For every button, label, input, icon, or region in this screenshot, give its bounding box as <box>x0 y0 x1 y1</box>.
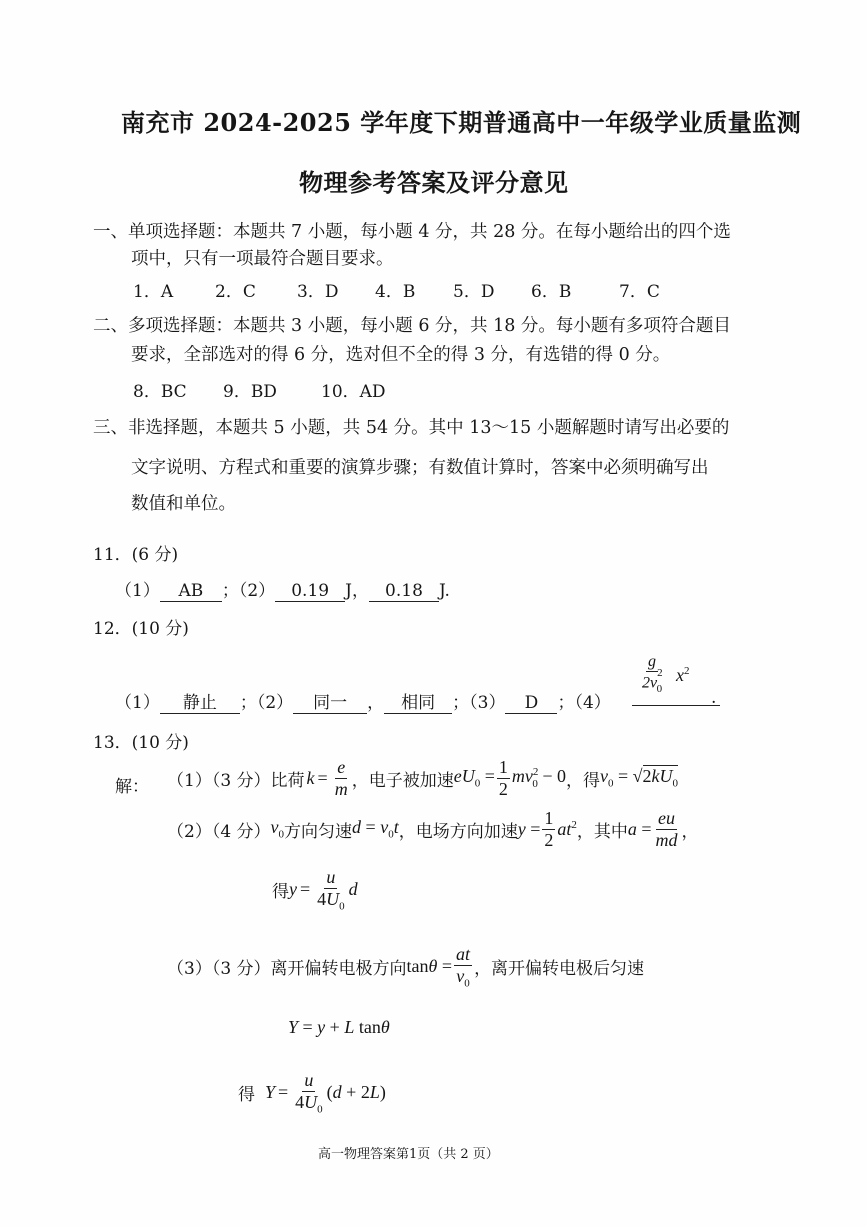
q12-answer-3: 相同 <box>384 695 452 714</box>
q12-answer-5: $\frac{g}{2v^2_0}$ $x^2$ <box>632 653 720 706</box>
q11-answer-2: 0.19 <box>275 583 345 602</box>
section-2-line-2: 要求，全部选对的得 6 分，选对但不全的得 3 分，有选错的得 0 分。 <box>131 345 671 365</box>
q13-part-3: （3）（3 分）离开偏转电极方向 tanθ = $\frac{at}{v_0}$ ，离开偏转电极后匀速 <box>167 944 645 990</box>
q13-heading: 13．(10 分) <box>93 733 189 753</box>
q13-part-2: （2）（4 分） $v_0$ 方向匀速 $d = v_0t$ ，电场方向加速 y = $\frac{1}{2}$ $at^2$ ，其中 a = $\frac{eu}{md}$ ， <box>167 808 699 850</box>
section-1-answers <box>133 277 660 302</box>
answer-3: 3．D <box>297 282 339 302</box>
section-1-line-2: 项中，只有一项最符合题目要求。 <box>131 249 394 269</box>
q11-answer-3: 0.18 <box>369 583 439 602</box>
section-3-line-1: 三、非选择题，本题共 5 小题，共 54 分。其中 13～15 小题解题时请写出必要的 <box>93 418 730 438</box>
q12-heading: 12．(10 分) <box>93 619 189 639</box>
section-2-line-1: 二、多项选择题：本题共 3 小题，每小题 6 分，共 18 分。每小题有多项符合题目 <box>93 316 731 336</box>
answer-5: 5．D <box>453 282 495 302</box>
q12-answer-2: 同一 <box>293 695 367 714</box>
section-3-line-2: 文字说明、方程式和重要的演算步骤；有数值计算时，答案中必须明确写出 <box>131 458 709 478</box>
q13-part-3-result: 得 Y = $\frac{u}{4U_0}$ (d + 2L) <box>238 1070 386 1116</box>
q13-part-2-result: 得 y = $\frac{u}{4U_0}$ d <box>272 867 358 913</box>
section-2-answers <box>133 377 386 402</box>
page-subtitle: 物理参考答案及评分意见 <box>299 168 569 197</box>
q12-answers: （1） 静止 ；（2） 同一 ， 相同 ；（3） D ；（4） <box>115 693 611 713</box>
q12-answer-4: D <box>505 695 557 714</box>
answer-9: 9．BD <box>223 382 277 402</box>
q13-part-1: （1）（3 分）比荷 k = $\frac{e}{m}$ ，电子被加速 $eU_0$ = $\frac{1}{2}$ $mv^2_0 - 0$ ，得 $v_0 = √2kU_0$ <box>167 757 679 799</box>
answer-8: 8．BC <box>133 382 187 402</box>
q11-answers: （1） AB ；（2） 0.19 J， 0.18 J. <box>115 581 450 601</box>
q12-answer-1: 静止 <box>160 695 240 714</box>
answer-1: 1．A <box>133 282 174 302</box>
answer-10: 10．AD <box>321 382 386 402</box>
section-1-line-1: 一、单项选择题：本题共 7 小题，每小题 4 分，共 28 分。在每小题给出的四个选 <box>93 222 731 242</box>
answer-4: 4．B <box>375 282 416 302</box>
q13-part-3-equation: Y = y + L tanθ <box>288 1017 390 1037</box>
q11-heading: 11．(6 分) <box>93 545 179 565</box>
q13-jie: 解： <box>115 777 149 797</box>
q11-answer-1: AB <box>160 583 222 602</box>
page-title: 南充市 2024-2025 学年度下期普通高中一年级学业质量监测 <box>121 108 802 137</box>
section-3-line-3: 数值和单位。 <box>131 494 236 514</box>
answer-7: 7．C <box>619 282 660 302</box>
page-footer: 高一物理答案第1页（共 2 页） <box>318 1147 499 1162</box>
answer-6: 6．B <box>531 282 572 302</box>
answer-2: 2．C <box>215 282 256 302</box>
q12-end: . <box>711 688 717 708</box>
